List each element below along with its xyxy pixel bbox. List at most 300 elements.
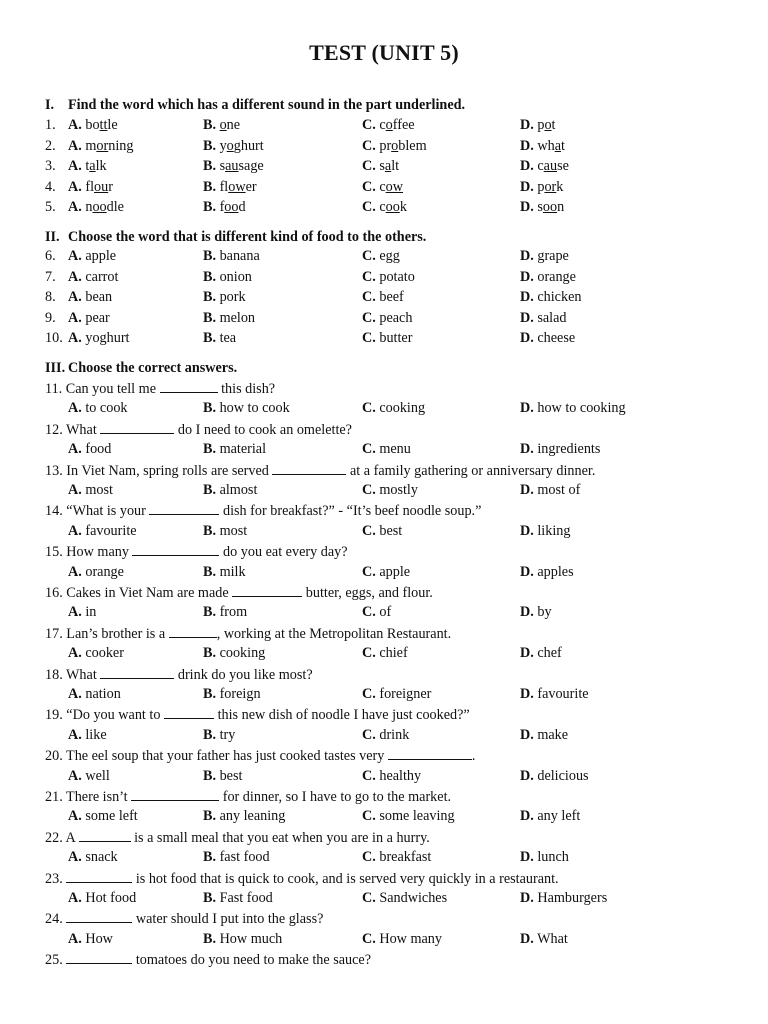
section-instruction: Choose the word that is different kind of food to the others. xyxy=(68,229,427,245)
option-a xyxy=(68,808,138,825)
option-letter: C. xyxy=(362,441,376,458)
word-part: t xyxy=(85,158,90,174)
stem-text: is a small meal that you eat when you are in a hurry. xyxy=(134,829,430,846)
answer-blank xyxy=(66,870,132,883)
word-part: er xyxy=(245,178,257,195)
option-d xyxy=(520,248,569,265)
option-b xyxy=(203,727,235,744)
option-c xyxy=(362,686,431,703)
option-letter: A. xyxy=(68,808,82,825)
option-a xyxy=(68,645,124,662)
answer-blank xyxy=(232,584,302,597)
stem-text: What xyxy=(66,666,97,683)
question-number: 7. xyxy=(45,268,56,285)
option-letter: A. xyxy=(68,522,82,539)
question-number: 19. xyxy=(45,707,63,724)
option-a xyxy=(68,727,107,744)
option-letter: B. xyxy=(203,604,217,621)
stem-text: dish for breakfast?” - “It’s beef noodle soup.” xyxy=(222,503,482,520)
option-b xyxy=(203,931,282,948)
option-text: cooker xyxy=(85,645,124,662)
option-text: food xyxy=(85,441,112,458)
option-text: apple xyxy=(379,563,411,580)
option-text: foreign xyxy=(219,686,261,702)
option-letter: C. xyxy=(362,522,376,539)
option-d xyxy=(520,564,574,581)
underlined-part: ow xyxy=(385,178,403,195)
option-c xyxy=(362,604,391,621)
underlined-part: o xyxy=(544,117,552,133)
question-stem xyxy=(45,910,323,928)
section-instruction: Choose the correct answers. xyxy=(68,360,238,376)
word-part: lt xyxy=(391,158,400,174)
question-stem xyxy=(45,951,371,969)
question-number: 21. xyxy=(45,789,63,805)
option-a xyxy=(68,686,121,703)
word-part: c xyxy=(379,178,386,195)
question-row xyxy=(45,686,745,706)
option-letter: A. xyxy=(68,604,82,621)
option-c xyxy=(362,289,404,306)
option-text: How xyxy=(85,930,113,947)
option-letter: D. xyxy=(520,158,534,174)
option-letter: C. xyxy=(362,482,376,498)
option-text: delicious xyxy=(537,767,589,784)
word-part: t xyxy=(551,117,556,133)
option-text: favourite xyxy=(85,522,137,539)
option-a xyxy=(68,310,110,327)
word-part: n xyxy=(85,199,93,215)
option-letter: D. xyxy=(520,522,534,539)
option-d xyxy=(520,269,576,286)
underlined-part: ou xyxy=(94,178,109,195)
option-text: yoghurt xyxy=(85,330,130,346)
underlined-part: o xyxy=(391,137,399,154)
option-letter: A. xyxy=(68,158,82,174)
option-b xyxy=(203,441,266,458)
question-row xyxy=(45,199,745,219)
stem-text: for dinner, so I have to go to the market. xyxy=(222,789,452,805)
option-text: ingredients xyxy=(537,441,601,458)
option-c xyxy=(362,808,455,825)
word-part: c xyxy=(379,199,386,215)
option-a xyxy=(68,564,124,581)
option-letter: C. xyxy=(362,767,376,784)
option-b xyxy=(203,849,270,866)
option-letter: D. xyxy=(520,604,534,621)
option-c xyxy=(362,890,447,907)
option-c xyxy=(362,310,412,327)
option-d xyxy=(520,158,569,175)
option-b xyxy=(203,158,264,175)
option-text: any left xyxy=(537,808,581,825)
option-c xyxy=(362,564,410,581)
section-heading xyxy=(45,229,426,246)
option-letter: D. xyxy=(520,482,534,498)
option-letter: D. xyxy=(520,248,534,264)
question-stem xyxy=(45,584,433,602)
option-letter: B. xyxy=(203,330,217,346)
word-part: se xyxy=(557,158,569,174)
question-number: 20. xyxy=(45,748,63,765)
option-a xyxy=(68,482,113,499)
option-a xyxy=(68,768,110,785)
option-text: chicken xyxy=(537,289,582,305)
question-number: 13. xyxy=(45,462,63,479)
option-letter: C. xyxy=(362,268,376,285)
option-letter: D. xyxy=(520,137,534,154)
option-text: how to cooking xyxy=(537,400,626,417)
option-b xyxy=(203,330,236,347)
option-text: Hamburgers xyxy=(537,890,608,906)
option-a xyxy=(68,523,137,540)
option-text: Hot food xyxy=(85,890,137,906)
option-text: foreigner xyxy=(379,686,432,702)
option-text: most of xyxy=(537,482,581,498)
answer-blank xyxy=(66,951,132,964)
word-part: ffee xyxy=(392,117,415,133)
option-letter: A. xyxy=(68,563,82,580)
option-letter: A. xyxy=(68,849,82,866)
option-text: Fast food xyxy=(219,890,273,906)
answer-blank xyxy=(131,788,219,801)
question-number: 5. xyxy=(45,199,56,215)
option-text: almost xyxy=(219,482,258,498)
option-text: any leaning xyxy=(219,808,286,825)
option-letter: A. xyxy=(68,268,82,285)
option-d xyxy=(520,645,562,662)
stem-text: tomatoes do you need to make the sauce? xyxy=(135,952,372,969)
option-d xyxy=(520,138,565,155)
question-number: 17. xyxy=(45,625,63,642)
word-part: ne xyxy=(226,117,241,133)
option-letter: D. xyxy=(520,808,534,825)
option-text: most xyxy=(85,482,113,498)
option-text: snack xyxy=(85,849,118,866)
option-c xyxy=(362,931,442,948)
stem-text: . xyxy=(471,748,476,765)
option-letter: C. xyxy=(362,726,376,743)
option-text: material xyxy=(219,441,267,458)
option-letter: A. xyxy=(68,441,82,458)
option-text: from xyxy=(219,604,248,621)
answer-blank xyxy=(169,625,217,638)
word-part: lk xyxy=(95,158,107,174)
word-part: t xyxy=(561,137,565,154)
stem-text: There isn’t xyxy=(66,789,128,805)
option-text: most xyxy=(219,522,248,539)
underlined-part: a xyxy=(384,158,392,174)
option-c xyxy=(362,269,415,286)
option-b xyxy=(203,269,252,286)
question-row xyxy=(45,289,745,309)
question-row xyxy=(45,808,745,828)
option-text: make xyxy=(537,726,569,743)
option-c xyxy=(362,727,409,744)
word-part: dle xyxy=(106,199,124,215)
option-text: potato xyxy=(379,268,415,285)
option-b xyxy=(203,645,265,662)
question-row xyxy=(45,564,745,584)
option-letter: B. xyxy=(203,726,217,743)
option-c xyxy=(362,441,411,458)
question-row xyxy=(45,768,745,788)
word-part: r xyxy=(108,178,113,195)
option-letter: C. xyxy=(362,890,376,906)
answer-blank xyxy=(388,747,472,760)
underlined-part: oo xyxy=(542,199,558,215)
answer-blank xyxy=(100,666,174,679)
word-part: s xyxy=(379,158,385,174)
word-part: ghurt xyxy=(233,137,264,154)
option-d xyxy=(520,179,563,196)
option-a xyxy=(68,604,96,621)
question-stem xyxy=(45,870,559,888)
option-text: onion xyxy=(219,268,252,285)
word-part: fl xyxy=(219,178,229,195)
option-letter: A. xyxy=(68,178,82,195)
option-text: best xyxy=(219,767,243,784)
question-number: 18. xyxy=(45,666,63,683)
option-b xyxy=(203,289,246,306)
question-number: 23. xyxy=(45,870,63,887)
option-letter: C. xyxy=(362,400,376,417)
question-stem xyxy=(45,829,430,847)
question-stem xyxy=(45,421,352,439)
option-text: in xyxy=(85,604,97,621)
question-number: 9. xyxy=(45,309,56,326)
option-b xyxy=(203,686,261,703)
word-part: c xyxy=(537,158,544,174)
underlined-part: o xyxy=(219,117,227,133)
option-letter: B. xyxy=(203,199,217,215)
section-heading xyxy=(45,97,465,114)
question-number: 16. xyxy=(45,585,63,601)
word-part: k xyxy=(556,178,564,195)
stem-text: do I need to cook an omelette? xyxy=(177,421,352,438)
option-letter: A. xyxy=(68,400,82,417)
section-number: II. xyxy=(45,229,60,245)
option-letter: B. xyxy=(203,289,217,305)
question-stem xyxy=(45,706,470,724)
question-row xyxy=(45,849,745,869)
option-letter: A. xyxy=(68,686,82,702)
option-letter: D. xyxy=(520,645,534,662)
option-d xyxy=(520,808,580,825)
question-row xyxy=(45,179,745,199)
option-text: like xyxy=(85,726,107,743)
stem-text: “Do you want to xyxy=(66,707,161,724)
option-c xyxy=(362,158,399,175)
underlined-part: o xyxy=(226,137,234,154)
option-text: well xyxy=(85,767,110,784)
stem-text: this new dish of noodle I have just cooked?” xyxy=(217,707,470,724)
word-part: blem xyxy=(398,137,427,154)
option-letter: A. xyxy=(68,482,82,498)
option-b xyxy=(203,808,285,825)
option-letter: A. xyxy=(68,199,82,215)
option-d xyxy=(520,441,600,458)
stem-text: Lan’s brother is a xyxy=(66,625,166,642)
option-c xyxy=(362,117,415,134)
word-part: fl xyxy=(85,178,95,195)
option-text: fast food xyxy=(219,849,270,866)
stem-text: drink do you like most? xyxy=(177,666,313,683)
question-stem xyxy=(45,788,451,806)
question-row xyxy=(45,310,745,330)
section-heading xyxy=(45,360,237,377)
stem-text: A xyxy=(65,829,75,846)
option-letter: C. xyxy=(362,563,376,580)
option-a xyxy=(68,269,118,286)
question-row xyxy=(45,117,745,137)
stem-text: In Viet Nam, spring rolls are served xyxy=(66,462,269,479)
option-letter: B. xyxy=(203,482,217,498)
question-number: 24. xyxy=(45,911,63,928)
option-text: orange xyxy=(85,563,124,580)
option-d xyxy=(520,330,575,347)
option-d xyxy=(520,117,555,134)
question-number: 11. xyxy=(45,381,63,397)
option-letter: B. xyxy=(203,522,217,539)
option-text: some left xyxy=(85,808,138,825)
word-part: s xyxy=(537,199,543,215)
stem-text: The eel soup that your father has just cooked tastes very xyxy=(66,748,385,765)
stem-text: is hot food that is quick to cook, and is served very quickly in a restaurant. xyxy=(135,870,559,887)
option-letter: C. xyxy=(362,686,376,702)
stem-text: What xyxy=(66,421,97,438)
word-part: c xyxy=(379,117,386,133)
word-part: ning xyxy=(108,137,134,154)
option-letter: D. xyxy=(520,289,534,305)
option-letter: A. xyxy=(68,289,82,305)
underlined-part: tt xyxy=(99,117,108,133)
option-b xyxy=(203,179,257,196)
word-part: sage xyxy=(238,158,264,174)
word-part: d xyxy=(238,199,246,215)
option-a xyxy=(68,117,118,134)
option-b xyxy=(203,523,247,540)
section-number: I. xyxy=(45,97,55,113)
option-letter: B. xyxy=(203,849,217,866)
option-text: try xyxy=(219,726,236,743)
option-letter: C. xyxy=(362,199,376,215)
option-letter: D. xyxy=(520,890,534,906)
option-letter: B. xyxy=(203,563,217,580)
question-number: 6. xyxy=(45,248,56,264)
option-text: salad xyxy=(537,309,567,326)
option-letter: D. xyxy=(520,849,534,866)
option-b xyxy=(203,138,264,155)
word-part: bo xyxy=(85,117,100,133)
option-letter: D. xyxy=(520,930,534,947)
option-d xyxy=(520,523,570,540)
question-number: 4. xyxy=(45,178,56,195)
option-text: mostly xyxy=(379,482,418,498)
word-part: pr xyxy=(379,137,392,154)
option-text: how to cook xyxy=(219,400,290,417)
question-number: 1. xyxy=(45,117,56,133)
option-text: breakfast xyxy=(379,849,432,866)
word-part: wh xyxy=(537,137,555,154)
option-letter: C. xyxy=(362,808,376,825)
option-letter: C. xyxy=(362,604,376,621)
option-text: best xyxy=(379,522,403,539)
underlined-part: or xyxy=(544,178,557,195)
option-d xyxy=(520,199,564,216)
option-letter: B. xyxy=(203,767,217,784)
option-text: healthy xyxy=(379,767,422,784)
option-letter: D. xyxy=(520,268,534,285)
option-text: apples xyxy=(537,563,574,580)
option-text: Sandwiches xyxy=(379,890,448,906)
option-text: liking xyxy=(537,522,571,539)
option-text: carrot xyxy=(85,268,119,285)
option-text: What xyxy=(537,930,568,947)
option-letter: C. xyxy=(362,330,376,346)
option-a xyxy=(68,849,118,866)
option-letter: D. xyxy=(520,767,534,784)
option-letter: B. xyxy=(203,137,217,154)
option-letter: B. xyxy=(203,686,217,702)
option-d xyxy=(520,310,567,327)
option-text: bean xyxy=(85,289,113,305)
option-c xyxy=(362,248,400,265)
option-d xyxy=(520,289,581,306)
word-part: p xyxy=(537,117,545,133)
option-letter: A. xyxy=(68,248,82,264)
option-letter: B. xyxy=(203,268,217,285)
stem-text: , working at the Metropolitan Restaurant. xyxy=(216,625,452,642)
option-a xyxy=(68,199,124,216)
question-row xyxy=(45,727,745,747)
word-part: y xyxy=(219,137,227,154)
option-d xyxy=(520,604,552,621)
underlined-part: o xyxy=(385,117,393,133)
option-letter: A. xyxy=(68,330,82,346)
option-text: chief xyxy=(379,645,408,662)
option-text: cooking xyxy=(219,645,266,662)
option-c xyxy=(362,523,402,540)
option-text: tea xyxy=(219,330,237,346)
option-a xyxy=(68,248,116,265)
option-b xyxy=(203,117,240,134)
option-text: some leaving xyxy=(379,808,455,825)
option-text: orange xyxy=(537,268,576,285)
option-d xyxy=(520,482,580,499)
option-b xyxy=(203,248,260,265)
option-letter: C. xyxy=(362,137,376,154)
option-letter: D. xyxy=(520,686,534,702)
question-row xyxy=(45,248,745,268)
option-text: cooking xyxy=(379,400,426,417)
option-a xyxy=(68,890,136,907)
option-letter: A. xyxy=(68,137,82,154)
answer-blank xyxy=(100,421,174,434)
option-text: peach xyxy=(379,309,413,326)
stem-text: Can you tell me xyxy=(65,381,156,397)
underlined-part: or xyxy=(96,137,109,154)
option-letter: D. xyxy=(520,726,534,743)
word-part: p xyxy=(537,178,545,195)
question-number: 12. xyxy=(45,421,63,438)
answer-blank xyxy=(164,706,214,719)
option-text: pork xyxy=(219,289,246,305)
option-c xyxy=(362,768,421,785)
question-number: 25. xyxy=(45,952,63,969)
option-text: of xyxy=(379,604,392,621)
option-b xyxy=(203,482,257,499)
